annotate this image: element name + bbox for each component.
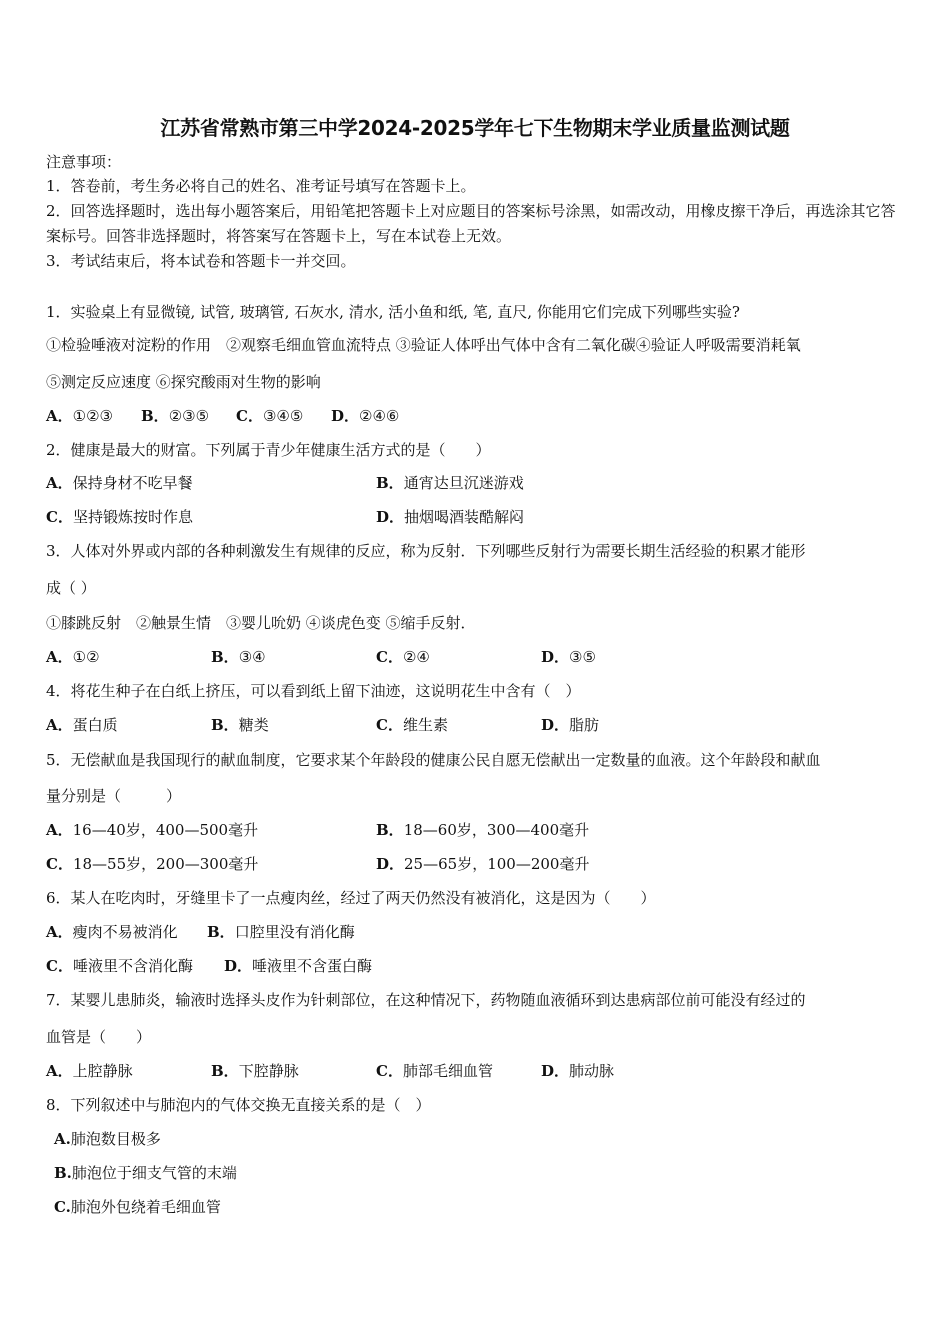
question-6-option-c[interactable] <box>46 956 193 976</box>
option-key: C． <box>376 716 403 734</box>
option-text: 糖类 <box>238 716 269 734</box>
question-2-option-c[interactable] <box>46 507 193 527</box>
question-2-option-b[interactable] <box>376 473 524 493</box>
option-text: ②④ <box>402 648 430 666</box>
question-4-option-a[interactable] <box>46 715 118 735</box>
option-text: 上腔静脉 <box>72 1062 133 1080</box>
question-1-option-a[interactable] <box>46 406 113 426</box>
question-2-option-a[interactable] <box>46 473 193 493</box>
option-key: C． <box>376 648 403 666</box>
question-6-option-d[interactable] <box>224 956 372 976</box>
option-text: 肺部毛细血管 <box>402 1062 493 1080</box>
question-7-option-c[interactable] <box>376 1061 493 1081</box>
option-text: 18—55岁，200—300毫升 <box>72 855 259 873</box>
question-6-stem: 6．某人在吃肉时，牙缝里卡了一点瘦肉丝，经过了两天仍然没有被消化，这是因为（ ） <box>46 889 656 907</box>
question-4-stem: 4．将花生种子在白纸上挤压，可以看到纸上留下油迹，这说明花生中含有（ ） <box>46 682 581 700</box>
option-key: B. <box>54 1164 72 1182</box>
option-key: C． <box>46 957 73 975</box>
question-4-option-b[interactable] <box>211 715 269 735</box>
question-3-option-d[interactable] <box>541 647 596 667</box>
option-key: B． <box>376 821 404 839</box>
option-key: C． <box>46 855 73 873</box>
notice-item-3: 3．考试结束后，将本试卷和答题卡一并交回。 <box>46 252 356 270</box>
option-key: A． <box>46 716 73 734</box>
page-title: 江苏省常熟市第三中学2024-2025学年七下生物期末学业质量监测试题 <box>160 116 790 140</box>
question-8-stem: 8．下列叙述中与肺泡内的气体交换无直接关系的是（ ） <box>46 1096 431 1114</box>
option-text: 肺泡位于细支气管的末端 <box>71 1164 237 1182</box>
option-key: B． <box>211 1062 239 1080</box>
question-6-option-b[interactable] <box>207 922 355 942</box>
option-text: 蛋白质 <box>72 716 118 734</box>
question-7-stem-line-2: 血管是（ ） <box>46 1028 152 1046</box>
option-key: C. <box>54 1198 71 1216</box>
option-key: A． <box>46 648 73 666</box>
question-3-option-b[interactable] <box>211 647 266 667</box>
option-text: 25—65岁，100—200毫升 <box>404 855 590 873</box>
option-key: A． <box>46 1062 73 1080</box>
option-key: A． <box>46 407 73 425</box>
option-text: 坚持锻炼按时作息 <box>72 508 193 526</box>
question-5-option-b[interactable] <box>376 820 589 840</box>
question-7-stem-line-1: 7．某婴儿患肺炎，输液时选择头皮作为针刺部位，在这种情况下，药物随血液循环到达患病部位前可能没有经过的 <box>46 991 806 1009</box>
question-4-option-c[interactable] <box>376 715 448 735</box>
option-text: 下腔静脉 <box>238 1062 299 1080</box>
question-1-statements-line-1: ①检验唾液对淀粉的作用 ②观察毛细血管血流特点 ③验证人体呼出气体中含有二氧化碳④验证人呼吸需要消耗氧 <box>46 336 801 354</box>
question-1-option-b[interactable] <box>141 406 209 426</box>
option-text: 口腔里没有消化酶 <box>234 923 355 941</box>
option-key: D． <box>541 1062 570 1080</box>
option-text: 维生素 <box>402 716 448 734</box>
question-1-statements-line-2: ⑤测定反应速度 ⑥探究酸雨对生物的影响 <box>46 373 321 391</box>
option-text: 唾液里不含消化酶 <box>72 957 193 975</box>
option-key: B． <box>211 716 239 734</box>
question-8-option-a[interactable] <box>54 1129 161 1149</box>
option-key: B． <box>376 474 404 492</box>
question-3-statements: ①膝跳反射 ②触景生情 ③婴儿吮奶 ④谈虎色变 ⑤缩手反射． <box>46 614 476 632</box>
notice-heading: 注意事项： <box>46 153 122 171</box>
option-text: ②③⑤ <box>168 407 210 425</box>
option-text: 唾液里不含蛋白酶 <box>252 957 373 975</box>
question-3-option-a[interactable] <box>46 647 100 667</box>
question-2-option-d[interactable] <box>376 507 524 527</box>
option-key: A． <box>46 474 73 492</box>
option-text: 16—40岁，400—500毫升 <box>72 821 259 839</box>
option-key: A． <box>46 923 73 941</box>
question-7-option-d[interactable] <box>541 1061 614 1081</box>
option-key: D． <box>541 716 570 734</box>
option-text: 通宵达旦沉迷游戏 <box>403 474 524 492</box>
question-3-stem-line-1: 3．人体对外界或内部的各种刺激发生有规律的反应，称为反射．下列哪些反射行为需要长期生活经验的积累才能形 <box>46 542 806 560</box>
question-3-stem-line-2: 成（ ） <box>46 579 96 597</box>
option-text: ③④ <box>238 648 266 666</box>
option-key: C． <box>376 1062 403 1080</box>
question-4-option-d[interactable] <box>541 715 599 735</box>
option-key: B． <box>141 407 169 425</box>
question-3-option-c[interactable] <box>376 647 430 667</box>
option-text: 肺泡外包绕着毛细血管 <box>70 1198 221 1216</box>
option-key: A． <box>46 821 73 839</box>
question-5-option-d[interactable] <box>376 854 589 874</box>
option-key: B． <box>207 923 235 941</box>
option-key: D． <box>541 648 570 666</box>
question-8-option-b[interactable] <box>54 1163 237 1183</box>
option-key: C． <box>236 407 263 425</box>
question-7-option-b[interactable] <box>211 1061 299 1081</box>
option-text: 保持身材不吃早餐 <box>72 474 193 492</box>
option-key: D． <box>376 508 405 526</box>
question-1-option-d[interactable] <box>331 406 399 426</box>
option-text: 脂肪 <box>569 716 600 734</box>
question-5-stem-line-1: 5．无偿献血是我国现行的献血制度，它要求某个年龄段的健康公民自愿无偿献出一定数量的血液。这个年龄段和献血 <box>46 751 821 769</box>
question-5-stem-line-2: 量分别是（ ） <box>46 787 182 805</box>
option-text: ③④⑤ <box>262 407 304 425</box>
option-key: C． <box>46 508 73 526</box>
notice-item-1: 1．答卷前，考生务必将自己的姓名、准考证号填写在答题卡上。 <box>46 177 476 195</box>
question-5-option-c[interactable] <box>46 854 258 874</box>
option-text: 瘦肉不易被消化 <box>72 923 178 941</box>
option-text: ③⑤ <box>569 648 596 666</box>
option-text: 肺动脉 <box>569 1062 615 1080</box>
option-key: A. <box>54 1130 71 1148</box>
option-text: 肺泡数目极多 <box>70 1130 161 1148</box>
question-7-option-a[interactable] <box>46 1061 133 1081</box>
option-key: D． <box>376 855 405 873</box>
option-key: D． <box>224 957 253 975</box>
option-text: 抽烟喝酒装酷解闷 <box>404 508 525 526</box>
option-text: ①② <box>72 648 100 666</box>
question-6-option-a[interactable] <box>46 922 178 942</box>
option-text: 18—60岁，300—400毫升 <box>403 821 590 839</box>
option-key: D． <box>331 407 360 425</box>
question-5-option-a[interactable] <box>46 820 258 840</box>
question-2-stem: 2．健康是最大的财富。下列属于青少年健康生活方式的是（ ） <box>46 441 491 459</box>
option-key: B． <box>211 648 239 666</box>
option-text: ①②③ <box>72 407 113 425</box>
notice-item-2: 2．回答选择题时，选出每小题答案后，用铅笔把答题卡上对应题目的答案标号涂黑，如需改动，用橡皮擦干净后，再选涂其它答案标号。回答非选择题时，将答案写在答题卡上，写在本试卷上无效。 <box>46 202 896 245</box>
question-8-option-c[interactable] <box>54 1197 221 1217</box>
question-1-stem: 1．实验桌上有显微镜, 试管, 玻璃管, 石灰水, 清水, 活小鱼和纸, 笔, 直尺, 你能用它们完成下列哪些实验? <box>46 303 740 321</box>
question-1-option-c[interactable] <box>236 406 303 426</box>
option-text: ②④⑥ <box>359 407 400 425</box>
